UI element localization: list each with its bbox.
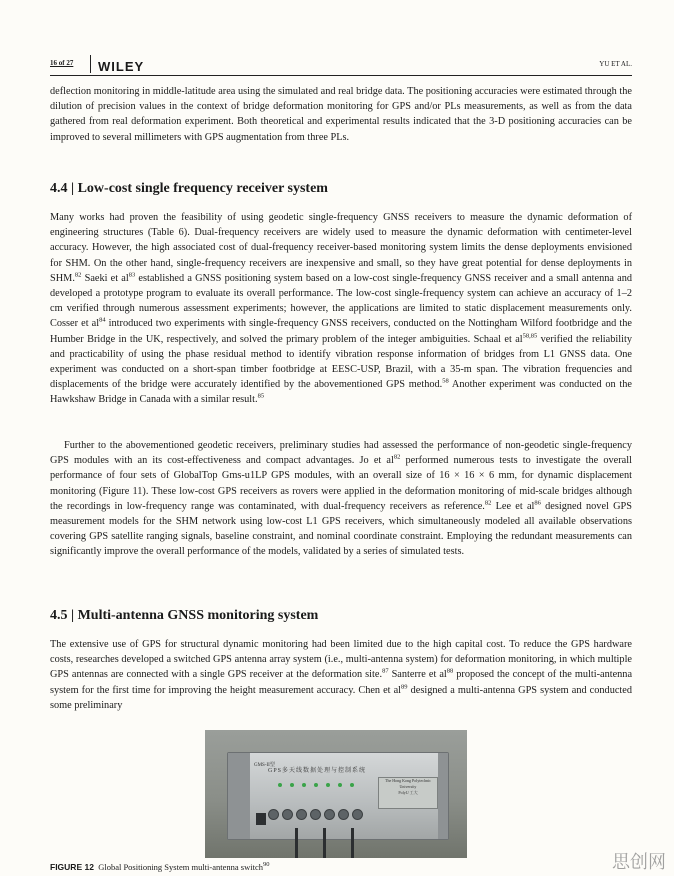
device-model-label: GMS-II型	[254, 763, 275, 768]
citation: 87	[382, 667, 389, 675]
publisher-logo: WILEY	[98, 59, 145, 74]
citation: 58	[442, 377, 449, 385]
led-icon	[314, 783, 318, 787]
citation: 85	[257, 393, 265, 401]
antenna-port-icon	[338, 809, 349, 820]
running-author: YU ET AL.	[599, 60, 632, 68]
power-switch	[256, 813, 266, 825]
intro-paragraph: deflection monitoring in middle-latitude area using the simulated and real bridge data. The positioning accuracies were estimated through the dilution of precision values in the context of bridge deformation monitoring for GPS and/or PLs measurements, as well as from the data gathered from real deformation experiment. Both theoretical and experimental results indicated that the 3-D positioning accuracies can be improved to several millimeters with GPS augmentation from three PLs.	[50, 86, 632, 143]
citation: 58,85	[522, 332, 538, 340]
watermark-logo: 思创网	[612, 852, 666, 873]
antenna-ports	[268, 809, 368, 827]
figure-12-caption: FIGURE 12 Global Positioning System multi-antenna switch$^{90}$	[50, 861, 270, 872]
page-number: 16 of 27	[50, 59, 74, 67]
antenna-port-icon	[296, 809, 307, 820]
multi-antenna-switch-device	[227, 752, 449, 840]
citation: 89	[401, 683, 408, 691]
led-icon	[350, 783, 354, 787]
citation: 90	[262, 861, 270, 869]
citation: 82	[74, 271, 82, 279]
led-icon	[302, 783, 306, 787]
antenna-port-icon	[282, 809, 293, 820]
antenna-port-icon	[352, 809, 363, 820]
figure-12-photo	[205, 730, 467, 858]
antenna-cable	[295, 828, 298, 858]
antenna-cable	[351, 828, 354, 858]
antenna-port-icon	[310, 809, 321, 820]
section-4-5-paragraph-1: The extensive use of GPS for structural dynamic monitoring had been limited due to the high capital cost. To reduce the GPS hardware costs, researches developed a switched GPS antenna array system (i.e., multi-antenna system) for deformation monitoring, in which multiple GPS antennas are connected with a single GPS receiver at the deformation site.$^{87}$ Santerre et $al^{88}$ proposed the concept of the multi-antenna system for the first time for improving the height measurement accuracy. Chen et $al^{89}$ designed a multi-antenna GPS system and conducted some preliminary	[50, 639, 633, 711]
led-icon	[290, 783, 294, 787]
section-4-5-heading: 4.5 | Multi-antenna GNSS monitoring system	[50, 608, 319, 623]
citation: 86	[534, 499, 541, 507]
section-4-4-heading: 4.4 | Low-cost single frequency receiver system	[50, 181, 328, 196]
section-4-4-paragraph-2: Further to the abovementioned geodetic receivers, preliminary studies had assessed the performance of non-geodetic single-frequency GPS modules with an its cost-effectiveness and compact advantages. Jo et $al^{82}$ performed numerous tests to investigate the overall performance of four sets of GlobalTop Gms-u1LP GPS modules, with an overall size of 16 × 16 × 6 mm, for dynamic displacement monitoring (Figure 11). These low-cost GPS receivers as rovers were applied in the deformation monitoring of mid-scale bridges although the recordings in low-frequency range was contaminated, with dual-frequency receivers as reference.$^{82}$ Lee et $al^{86}$ designed novel GPS measurement models for the SHM network using low-cost L1 GPS receivers, which simultaneously modeled all available observations covering GPS satellite ranging signals, baseline constraint, and nominal coordinate constraint. Employing the redundant measurements can significantly improve the overall performance of the models, validated by a series of simulated tests.	[50, 440, 633, 558]
led-icon	[278, 783, 282, 787]
antenna-port-icon	[324, 809, 335, 820]
citation: 88	[446, 667, 454, 675]
section-4-4-paragraph-1: Many works had proven the feasibility of using geodetic single-frequency GNSS receivers to measure the dynamic deformation of engineering structures (Table 6). Dual-frequency receivers are widely used to measure the dynamic deformation with centimeter-level accuracy. However, the high associated cost of dual-frequency receiver-based monitoring system limits the dense deployments envisioned for SHM. On the other hand, single-frequency receivers are inexpensive and small, so they have great potential for dense deployments in SHM.$^{82}$ Saeki et $al^{83}$ established a GNSS positioning system based on a low-cost single-frequency GNSS receiver and a small antenna and developed a prototype program to evaluate its overall performance. The low-cost single-frequency system can achieve an accuracy of 1–2 cm verified through numerous assessment experiments; however, the applications are limited to static displacement measurements only. Cosser et $al^{84}$ introduced two experiments with single-frequency GNSS receivers, conducted on the Nottingham Wilford footbridge and the Humber Bridge in the UK, respectively, and solved the primary problem of the integer ambiguities. Schaal et al$^{58,85}$ verified the reliability and practicability of using the phase residual method to identify vibration response information of bridges from L1 GNSS data. One experiment was conducted on a short-span timber footbridge at EESC-USP, Brazil, with a 35-m span. The vibration frequencies and displacements of the bridge were accurately identified by the abovementioned GPS method.$^{58}$ Another experiment was conducted on the Hawkshaw Bridge in Canada with a similar result.$^{85}$	[50, 212, 633, 406]
citation: 84	[99, 317, 106, 324]
device-title-label: GPS多天线数据处理与控制系统	[268, 768, 367, 774]
citation: 82	[484, 499, 492, 507]
status-leds	[278, 783, 362, 793]
citation: 83	[128, 271, 136, 279]
citation: 82	[393, 453, 401, 461]
led-icon	[338, 783, 342, 787]
running-header	[50, 57, 632, 76]
led-icon	[326, 783, 330, 787]
header-separator	[90, 55, 91, 73]
antenna-cable	[323, 828, 326, 858]
university-nameplate: The Hong Kong Polytechnic University PolyU 工大	[378, 777, 438, 809]
antenna-port-icon	[268, 809, 279, 820]
